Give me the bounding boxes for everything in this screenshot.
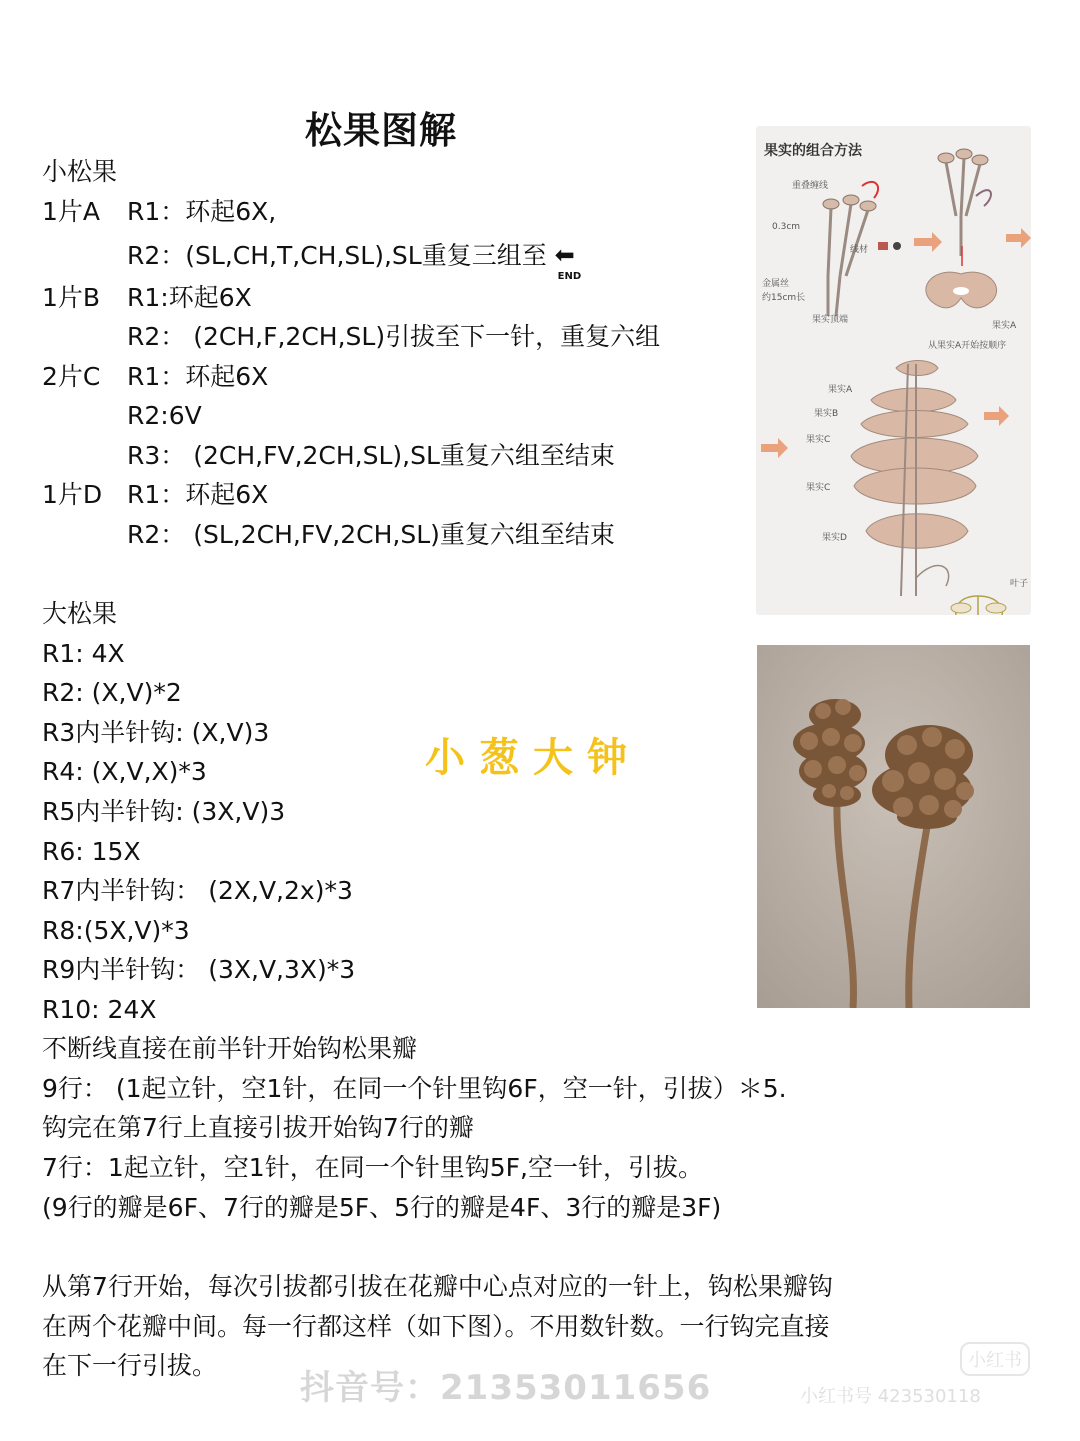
label-fruit-a-small: 果实A (992, 321, 1017, 331)
piece-d-label: 1片D (42, 480, 103, 509)
large-round-9: R9内半针钩： (3X,V,3X)*3 (42, 955, 356, 984)
large-round-3: R3内半针钩: (X,V)3 (42, 718, 270, 747)
piece-c-label: 2片C (42, 362, 101, 391)
piece-d-round-2: R2： (SL,2CH,FV,2CH,SL)重复六组至结束 (127, 520, 615, 549)
row-7-instruction: 7行：1起立针，空1针，在同一个针里钩5F,空一针，引拔。 (42, 1153, 703, 1182)
large-pinecone-heading: 大松果 (42, 599, 118, 628)
large-step-note: 不断线直接在前半针开始钩松果瓣 (42, 1034, 418, 1063)
piece-a-round-2-row (127, 240, 589, 282)
piece-c-round-3: R3： (2CH,FV,2CH,SL),SL重复六组至结束 (127, 441, 615, 470)
piece-c-round-2: R2:6V (127, 401, 202, 430)
pinecone-photo (757, 645, 1030, 1008)
xiaohongshu-watermark: 小红书号 423530118 (800, 1386, 981, 1407)
brand-signature: 小葱大钟 (425, 734, 641, 781)
label-from-a: 从果实A开始按顺序 (928, 341, 1007, 351)
label-fruit-a: 果实A (828, 385, 853, 395)
piece-c-round-1: R1：环起6X (127, 362, 269, 391)
piece-a-round-2: R2：(SL,CH,T,CH,SL),SL重复三组至 (127, 241, 547, 270)
label-fruit-c-1: 果实C (806, 435, 831, 445)
douyin-watermark: 抖音号：21353011656 (300, 1368, 712, 1408)
label-size: 0.3cm (772, 222, 801, 232)
label-material: 线材 (850, 245, 869, 255)
large-round-5: R5内半针钩: (3X,V)3 (42, 797, 286, 826)
large-round-6: R6: 15X (42, 837, 141, 866)
row-9-instruction: 9行： (1起立针，空1针，在同一个针里钩6F，空一针，引拔）＊5. (42, 1074, 787, 1103)
piece-b-round-2: R2： (2CH,F,2CH,SL)引拔至下一针，重复六组 (127, 322, 661, 351)
large-round-7: R7内半针钩： (2X,V,2x)*3 (42, 876, 353, 905)
label-wire-length: 约15cm长 (762, 293, 806, 303)
label-wire: 金属丝 (762, 279, 790, 289)
note-line-1: 从第7行开始，每次引拔都引拔在花瓣中心点对应的一针上，钩松果瓣钩 (42, 1272, 833, 1301)
piece-b-label: 1片B (42, 283, 101, 312)
pinecone-photo-illustration (757, 645, 1030, 1008)
small-pinecone-heading: 小松果 (42, 157, 118, 186)
label-thread: 重叠缠线 (792, 181, 829, 191)
piece-a-label: 1片A (42, 197, 101, 226)
end-arrow-icon: ⬅ END (554, 241, 582, 282)
large-round-10: R10: 24X (42, 995, 157, 1024)
label-fruit-b: 果实B (814, 409, 839, 419)
diagram-illustration (756, 126, 1031, 615)
diagram-title: 果实的组合方法 (764, 143, 862, 159)
page-title: 松果图解 (305, 109, 457, 152)
row-7-transition: 钩完在第7行上直接引拔开始钩7行的瓣 (42, 1113, 474, 1142)
label-fruit-top: 果实顶端 (812, 315, 849, 325)
large-round-1: R1: 4X (42, 639, 125, 668)
xiaohongshu-logo: 小红书 (960, 1342, 1030, 1376)
note-line-3: 在下一行引拔。 (42, 1351, 218, 1380)
label-leaf: 叶子 (1010, 579, 1029, 589)
petal-summary: (9行的瓣是6F、7行的瓣是5F、5行的瓣是4F、3行的瓣是3F) (42, 1193, 722, 1222)
note-line-2: 在两个花瓣中间。每一行都这样（如下图）。不用数针数。一行钩完直接 (42, 1312, 830, 1341)
large-round-8: R8:(5X,V)*3 (42, 916, 190, 945)
label-fruit-c-2: 果实C (806, 483, 831, 493)
large-round-4: R4: (X,V,X)*3 (42, 757, 207, 786)
assembly-diagram (756, 126, 1031, 615)
piece-d-round-1: R1：环起6X (127, 480, 269, 509)
piece-a-round-1: R1：环起6X, (127, 197, 277, 226)
piece-b-round-1: R1:环起6X (127, 283, 252, 312)
label-fruit-d: 果实D (822, 533, 847, 543)
large-round-2: R2: (X,V)*2 (42, 678, 182, 707)
